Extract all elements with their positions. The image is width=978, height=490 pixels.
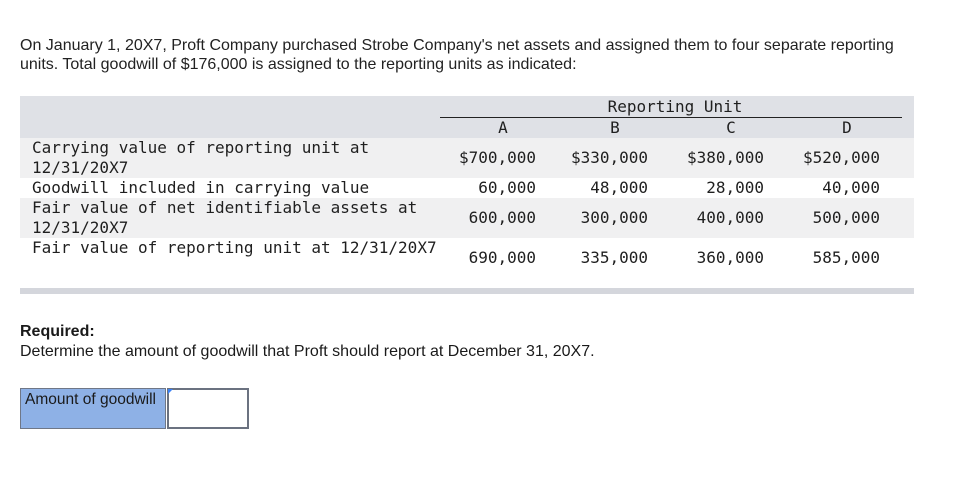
table-cell: 600,000 bbox=[468, 208, 536, 227]
table-cell: 300,000 bbox=[580, 208, 648, 227]
table-cell: 360,000 bbox=[696, 248, 764, 267]
table-cell: 500,000 bbox=[812, 208, 880, 227]
amount-of-goodwill-label: Amount of goodwill bbox=[20, 388, 166, 429]
column-header-b: B bbox=[610, 118, 620, 137]
row-label: Goodwill included in carrying value bbox=[32, 178, 370, 197]
required-section bbox=[20, 322, 595, 362]
table-cell: 585,000 bbox=[812, 248, 880, 267]
column-header-c: C bbox=[726, 118, 736, 137]
table-row bbox=[20, 138, 914, 178]
table-cell: 690,000 bbox=[468, 248, 536, 267]
table-bottom-rule bbox=[20, 288, 914, 294]
table-cell: $700,000 bbox=[458, 148, 536, 167]
answer-row bbox=[20, 388, 250, 431]
problem-intro: On January 1, 20X7, Proft Company purchased Strobe Company's net assets and assigned them to four separate reporting units. Total goodwill of $176,000 is assigned to the reporting units as indicated: bbox=[20, 37, 894, 73]
required-heading: Required: bbox=[20, 323, 95, 340]
row-label: Fair value of reporting unit at 12/31/20X7 bbox=[32, 238, 437, 257]
column-header-a: A bbox=[498, 118, 508, 137]
required-text: Determine the amount of goodwill that Proft should report at December 31, 20X7. bbox=[20, 343, 595, 360]
row-label: Fair value of net identifiable assets at 12/31/20X7 bbox=[32, 198, 418, 237]
table-cell: 28,000 bbox=[706, 178, 764, 197]
table-cell: $330,000 bbox=[570, 148, 648, 167]
table-row bbox=[20, 178, 914, 198]
table-cell: $520,000 bbox=[802, 148, 880, 167]
table-cell: 335,000 bbox=[580, 248, 648, 267]
column-header-d: D bbox=[842, 118, 852, 137]
cell-corner-marker bbox=[168, 389, 173, 394]
table-row bbox=[20, 198, 914, 238]
table-cell: 400,000 bbox=[696, 208, 764, 227]
table-cell: 60,000 bbox=[478, 178, 536, 197]
goodwill-amount-input[interactable] bbox=[167, 388, 249, 429]
table-row bbox=[20, 238, 914, 278]
reporting-unit-header: Reporting Unit bbox=[607, 97, 743, 116]
table-cell: 48,000 bbox=[590, 178, 648, 197]
row-label: Carrying value of reporting unit at 12/31/20X7 bbox=[32, 138, 370, 177]
table-cell: 40,000 bbox=[822, 178, 880, 197]
table-cell: $380,000 bbox=[686, 148, 764, 167]
